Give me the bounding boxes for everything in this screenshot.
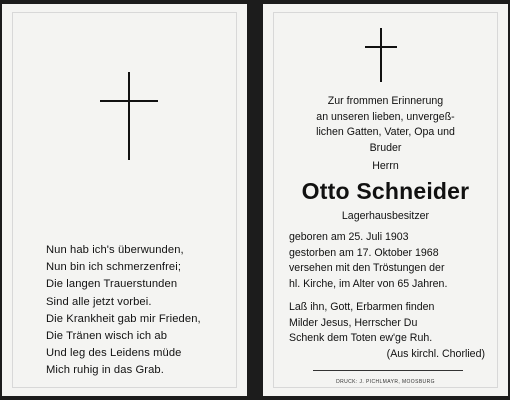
printer-credit: DRUCK: J. PICHLMAYR, MOOSBURG: [336, 379, 435, 385]
poem-line: Die Krankheit gab mir Frieden,: [46, 312, 201, 325]
salutation: Herrn: [372, 160, 399, 172]
memorial-poem: [46, 242, 201, 380]
dedication-line: Bruder: [369, 141, 402, 154]
poem-line: Mich ruhig in das Grab.: [46, 364, 164, 377]
dedication-line: Zur frommen Erinnerung: [327, 95, 444, 107]
life-dates: [289, 230, 447, 292]
printer-divider: [313, 370, 463, 371]
cross-icon: [100, 72, 158, 160]
prayer-line: Schenk dem Toten ew'ge Ruh.: [289, 332, 433, 345]
prayer-source: (Aus kirchl. Chorlied): [386, 347, 485, 360]
poem-line: Nun bin ich schmerzenfrei;: [46, 261, 182, 274]
prayer-line: Milder Jesus, Herrscher Du: [289, 316, 418, 329]
poem-line: Nun hab ich's überwunden,: [46, 244, 184, 256]
deceased-name: Otto Schneider: [301, 178, 470, 204]
right-card: [263, 4, 508, 396]
dedication-line: lichen Gatten, Vater, Opa und: [316, 126, 455, 139]
left-card: [2, 4, 247, 396]
bio-line: gestorben am 17. Oktober 1968: [289, 246, 439, 259]
bio-line: hl. Kirche, im Alter von 65 Jahren.: [289, 277, 448, 290]
prayer-line: Laß ihn, Gott, Erbarmen finden: [289, 301, 435, 313]
bio-line: versehen mit den Tröstungen der: [289, 262, 445, 275]
poem-line: Die langen Trauerstunden: [46, 278, 178, 291]
cross-icon: [365, 28, 397, 82]
dedication-text: [273, 94, 498, 156]
poem-line: Sind alle jetzt vorbei.: [46, 295, 152, 308]
dedication-line: an unseren lieben, unvergeß-: [316, 110, 455, 123]
bio-line: geboren am 25. Juli 1903: [289, 231, 409, 243]
prayer-verse: [289, 300, 485, 362]
poem-line: Die Tränen wisch ich ab: [46, 330, 168, 343]
poem-line: Und leg des Leidens müde: [46, 347, 182, 360]
occupation: Lagerhausbesitzer: [341, 210, 430, 222]
